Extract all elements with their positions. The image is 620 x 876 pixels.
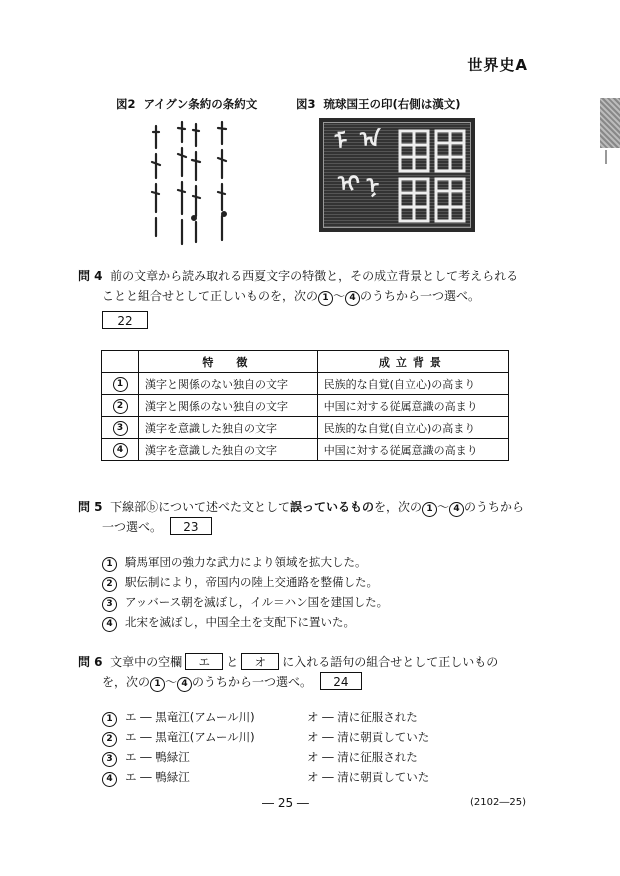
option-text: 北宋を滅ぼし，中国全土を支配下に置いた。: [125, 615, 355, 629]
q6-answer-box: 24: [320, 672, 362, 690]
q4-line2a: ことと組合せとして正しいものを，次の: [102, 289, 319, 303]
q4-answer-box: 22: [102, 311, 148, 329]
q5-answer-box: 23: [170, 517, 212, 535]
circle-number: 2: [102, 577, 117, 592]
option-o: オ ― 清に朝貢していた: [307, 770, 430, 784]
seal-manchu-glyph: ᡳ: [338, 171, 360, 197]
option-e: エ ― 鴨緑江: [125, 770, 190, 784]
table-header-background: 成立背景: [317, 351, 508, 373]
table-cell-feature: 漢字と関係のない独自の文字: [139, 395, 318, 417]
table-cell-background: 民族的な自覚(自立心)の高まり: [317, 373, 508, 395]
seal-seal-script-glyphs: [396, 127, 468, 225]
circle-number: 4: [449, 502, 464, 517]
q6-options: [102, 707, 429, 787]
figure2-title: アイグン条約の条約文: [143, 97, 258, 111]
circle-number: 1: [318, 291, 333, 306]
list-item: [102, 592, 388, 612]
page-number: ― 25 ―: [262, 796, 309, 810]
q6-line2b: のうちから一つ選べ。: [192, 675, 313, 689]
list-item: [102, 727, 429, 747]
list-item: [102, 747, 429, 767]
underline-reference-mark: ⓑ: [146, 500, 159, 514]
circle-number: 3: [102, 597, 117, 612]
subject-header: 世界史A: [467, 56, 528, 74]
ryukyu-seal-image: [319, 118, 475, 232]
table-cell-background: 民族的な自覚(自立心)の高まり: [317, 417, 508, 439]
option-e: エ ― 黒竜江(アムール川): [125, 710, 255, 724]
q5-options: [102, 552, 388, 632]
blank-e-box: エ: [185, 653, 223, 670]
sidebar-tick: [605, 150, 607, 164]
table-row: [102, 373, 509, 395]
circle-number: 1: [102, 557, 117, 572]
table-cell-feature: 漢字を意識した独自の文字: [139, 417, 318, 439]
circle-number: 4: [345, 291, 360, 306]
option-text: 騎馬軍団の強力な武力により領域を拡大した。: [125, 555, 367, 569]
circle-number: 4: [102, 617, 117, 632]
circle-number: 4: [113, 443, 128, 458]
q4-prompt: [78, 266, 538, 306]
seal-manchu-glyph: ᠨ: [366, 173, 380, 199]
figure3-title: 琉球国王の印(右側は漢文): [323, 97, 461, 111]
table-header-feature: 特 徴: [139, 351, 318, 373]
q4-line2b: のうちから一つ選べ。: [360, 289, 481, 303]
circle-number: 1: [150, 677, 165, 692]
circle-number: 1: [113, 377, 128, 392]
option-e: エ ― 黒竜江(アムール川): [125, 730, 255, 744]
range-separator: ～: [333, 289, 346, 303]
option-o: オ ― 清に朝貢していた: [307, 730, 430, 744]
option-o: オ ― 清に征服された: [307, 710, 418, 724]
option-text: 駅伝制により，帝国内の陸上交通路を整備した。: [125, 575, 378, 589]
q5-line1a: 下線部: [110, 500, 147, 514]
q5-line2: 一つ選べ。: [102, 520, 163, 534]
option-o: オ ― 清に征服された: [307, 750, 418, 764]
table-row: [102, 439, 509, 461]
circle-number: 1: [102, 712, 117, 727]
q6-number: 問 6: [78, 655, 103, 669]
range-separator: ～: [437, 500, 450, 514]
q5-line1b: について述べた文として: [158, 500, 290, 514]
table-header-row: [102, 351, 509, 373]
q4-line1: 前の文章から読み取れる西夏文字の特徴と，その成立背景として考えられる: [110, 269, 519, 283]
table-cell-background: 中国に対する従属意識の高まり: [317, 395, 508, 417]
list-item: [102, 707, 429, 727]
circle-number: 2: [102, 732, 117, 747]
q5-prompt: [78, 497, 548, 537]
seal-manchu-glyph: ᠮ: [334, 129, 348, 155]
q5-number: 問 5: [78, 500, 103, 514]
q5-emphasis: 誤っているもの: [289, 500, 374, 514]
circle-number: 3: [102, 752, 117, 767]
sidebar-tab-marker: [600, 98, 620, 148]
option-text: アッバース朝を滅ぼし，イル＝ハン国を建国した。: [125, 595, 389, 609]
list-item: [102, 572, 388, 592]
list-item: [102, 612, 388, 632]
table-row: [102, 395, 509, 417]
q4-options-table: [101, 350, 509, 461]
q5-line1d: のうちから: [464, 500, 525, 514]
seal-manchu-glyph: ᠠ: [360, 127, 381, 153]
figure3-number: 図3: [296, 97, 316, 111]
q6-line1a: 文章中の空欄: [110, 655, 183, 669]
circle-number: 4: [177, 677, 192, 692]
q6-and: と: [226, 655, 239, 669]
table-row: [102, 417, 509, 439]
q4-number: 問 4: [78, 269, 103, 283]
figure2-number: 図2: [116, 97, 136, 111]
option-e: エ ― 鴨緑江: [125, 750, 190, 764]
q5-line1c: を，次の: [373, 500, 422, 514]
list-item: [102, 552, 388, 572]
list-item: [102, 767, 429, 787]
exam-code: (2102―25): [470, 797, 526, 808]
table-cell-feature: 漢字と関係のない独自の文字: [139, 373, 318, 395]
manchu-treaty-script-image: [138, 118, 248, 248]
figure3-caption: [296, 96, 461, 112]
q6-line1b: に入れる語句の組合せとして正しいもの: [282, 655, 499, 669]
figure2-caption: [116, 96, 257, 112]
table-cell-feature: 漢字を意識した独自の文字: [139, 439, 318, 461]
q6-line2a: を，次の: [102, 675, 151, 689]
range-separator: ～: [165, 675, 178, 689]
circle-number: 3: [113, 421, 128, 436]
blank-o-box: オ: [241, 653, 279, 670]
q6-prompt: [78, 652, 548, 692]
table-cell-background: 中国に対する従属意識の高まり: [317, 439, 508, 461]
circle-number: 2: [113, 399, 128, 414]
circle-number: 4: [102, 772, 117, 787]
table-header-blank: [102, 351, 139, 373]
circle-number: 1: [422, 502, 437, 517]
